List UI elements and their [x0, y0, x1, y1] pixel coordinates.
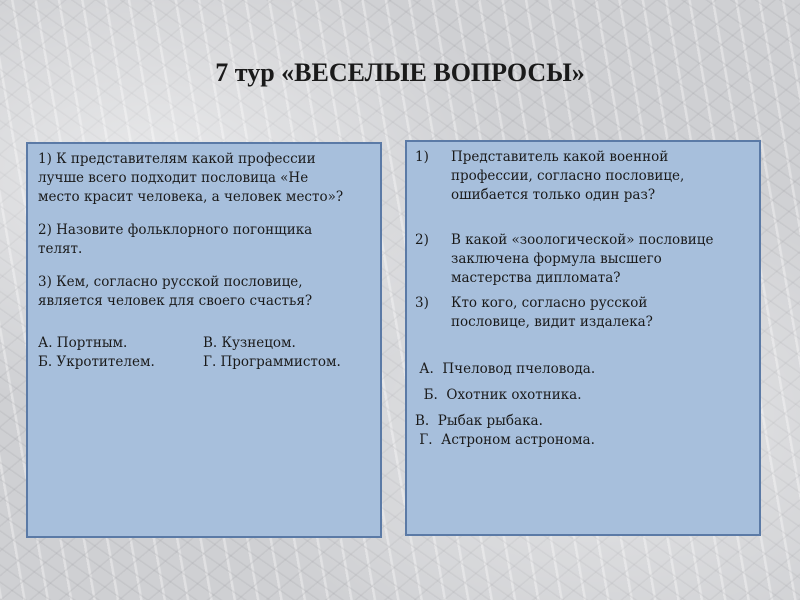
question-text: В какой «зоологической» пословице заключена формула высшего мастерства дипломата?: [451, 232, 714, 286]
question-number: 2): [415, 232, 429, 248]
left-option-v: В. Кузнецом.: [203, 335, 296, 351]
question-text: Представитель какой военной профессии, согласно пословице, ошибается только один раз?: [451, 149, 685, 203]
left-answer-options: [38, 334, 372, 372]
right-question-panel: [405, 140, 761, 536]
left-question-2: 2) Назовите фольклорного погонщика телят.: [38, 222, 313, 257]
right-answer-g: Г. Астроном астронома.: [415, 432, 595, 448]
question-number: 3): [415, 295, 429, 311]
left-option-g: Г. Программистом.: [203, 354, 341, 370]
left-option-a: А. Портным.: [38, 335, 128, 351]
left-question-panel: [26, 142, 382, 538]
question-number: 1): [415, 149, 429, 165]
right-question-3: [415, 294, 751, 332]
right-answer-a: А. Пчеловод пчеловода.: [415, 361, 596, 377]
right-question-1: [415, 148, 751, 205]
left-option-b: Б. Укротителем.: [38, 354, 155, 370]
question-text: Кто кого, согласно русской пословице, видит издалека?: [451, 295, 653, 330]
left-question-3: 3) Кем, согласно русской пословице, является человек для своего счастья?: [38, 274, 313, 309]
left-question-1: 1) К представителям какой профессии лучше всего подходит пословица «Не место красит человека, а человек место»?: [38, 151, 344, 205]
right-answer-b: Б. Охотник охотника.: [415, 387, 582, 403]
right-answer-v: В. Рыбак рыбака.: [415, 413, 543, 429]
slide-title: 7 тур «ВЕСЕЛЫЕ ВОПРОСЫ»: [215, 58, 585, 87]
right-question-2: [415, 231, 751, 288]
